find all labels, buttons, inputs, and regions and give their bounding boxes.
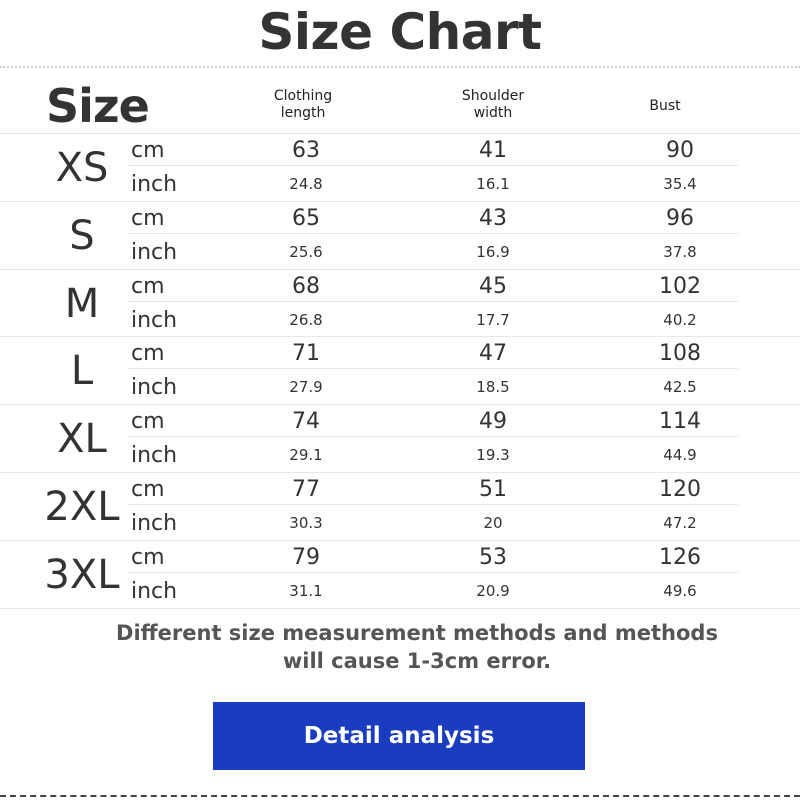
cm-value: 96 (666, 205, 694, 231)
measurement-note: Different size measurement methods and methods will cause 1-3cm error. (116, 621, 718, 673)
unit-label-cm: cm (131, 138, 165, 163)
row-subdivider (128, 301, 738, 302)
row-divider (0, 201, 800, 202)
cm-value: 53 (479, 544, 507, 570)
title-divider (0, 66, 800, 68)
cm-value: 51 (479, 477, 507, 502)
row-subdivider (128, 572, 738, 573)
inch-value: 49.6 (663, 581, 697, 600)
inch-value: 27.9 (289, 378, 323, 397)
row-subdivider (128, 368, 738, 369)
cm-value: 45 (479, 273, 507, 299)
inch-value: 16.9 (476, 242, 510, 261)
bottom-divider (0, 795, 800, 797)
row-divider (0, 404, 800, 405)
inch-value: 30.3 (289, 514, 323, 532)
unit-label-cm: cm (131, 409, 165, 435)
cm-value: 102 (659, 273, 701, 299)
row-divider (0, 472, 800, 473)
unit-label-inch: inch (131, 443, 178, 469)
cm-value: 68 (292, 273, 320, 299)
cm-value: 47 (479, 341, 507, 367)
page-title: Size Chart (258, 3, 542, 61)
column-header-bust: Bust (649, 98, 681, 114)
size-label: M (64, 280, 100, 327)
detail-analysis-button[interactable]: Detail analysis (213, 702, 585, 770)
unit-label-cm: cm (131, 477, 165, 502)
cm-value: 41 (479, 138, 507, 163)
inch-value: 17.7 (476, 310, 510, 329)
inch-value: 26.8 (289, 310, 323, 329)
unit-label-inch: inch (131, 172, 178, 197)
size-label: XL (57, 416, 107, 463)
row-subdivider (128, 504, 738, 505)
cm-value: 71 (292, 341, 320, 367)
unit-label-cm: cm (131, 544, 165, 570)
row-divider (0, 269, 800, 270)
inch-value: 19.3 (476, 446, 510, 465)
cm-value: 120 (659, 477, 701, 502)
unit-label-cm: cm (131, 205, 165, 231)
unit-label-inch: inch (131, 307, 178, 333)
inch-value: 16.1 (476, 175, 510, 193)
inch-value: 24.8 (289, 175, 323, 193)
cm-value: 74 (292, 409, 320, 435)
inch-value: 42.5 (663, 378, 697, 397)
table-header-divider (0, 133, 800, 134)
inch-value: 25.6 (289, 242, 323, 261)
unit-label-cm: cm (131, 273, 165, 299)
row-subdivider (128, 233, 738, 234)
cm-value: 77 (292, 477, 320, 502)
inch-value: 29.1 (289, 446, 323, 465)
cm-value: 126 (659, 544, 701, 570)
unit-label-inch: inch (131, 375, 178, 401)
size-label: L (70, 348, 94, 395)
column-header-clothing-length: Clothing length (273, 88, 333, 121)
row-divider (0, 336, 800, 337)
unit-label-inch: inch (131, 511, 178, 536)
size-label: 3XL (44, 551, 120, 598)
row-subdivider (128, 165, 738, 166)
inch-value: 20 (483, 514, 503, 532)
size-label: S (69, 212, 95, 259)
size-label: 2XL (44, 484, 120, 530)
cm-value: 90 (666, 138, 694, 163)
row-divider (0, 540, 800, 541)
unit-label-inch: inch (131, 239, 178, 265)
cm-value: 108 (659, 341, 701, 367)
column-header-shoulder-width: Shoulder width (461, 88, 525, 121)
cm-value: 49 (479, 409, 507, 435)
inch-value: 37.8 (663, 242, 697, 261)
row-subdivider (128, 436, 738, 437)
unit-label-inch: inch (131, 578, 178, 604)
cm-value: 79 (292, 544, 320, 570)
inch-value: 35.4 (663, 175, 697, 193)
row-divider (0, 608, 800, 609)
inch-value: 31.1 (289, 581, 323, 600)
unit-label-cm: cm (131, 341, 165, 367)
size-column-header: Size (46, 79, 149, 133)
cm-value: 63 (292, 138, 320, 163)
inch-value: 18.5 (476, 378, 510, 397)
inch-value: 20.9 (476, 581, 510, 600)
cm-value: 114 (659, 409, 701, 435)
inch-value: 40.2 (663, 310, 697, 329)
inch-value: 47.2 (663, 514, 697, 532)
inch-value: 44.9 (663, 446, 697, 465)
cm-value: 43 (479, 205, 507, 231)
size-label: XS (55, 145, 109, 191)
cm-value: 65 (292, 205, 320, 231)
